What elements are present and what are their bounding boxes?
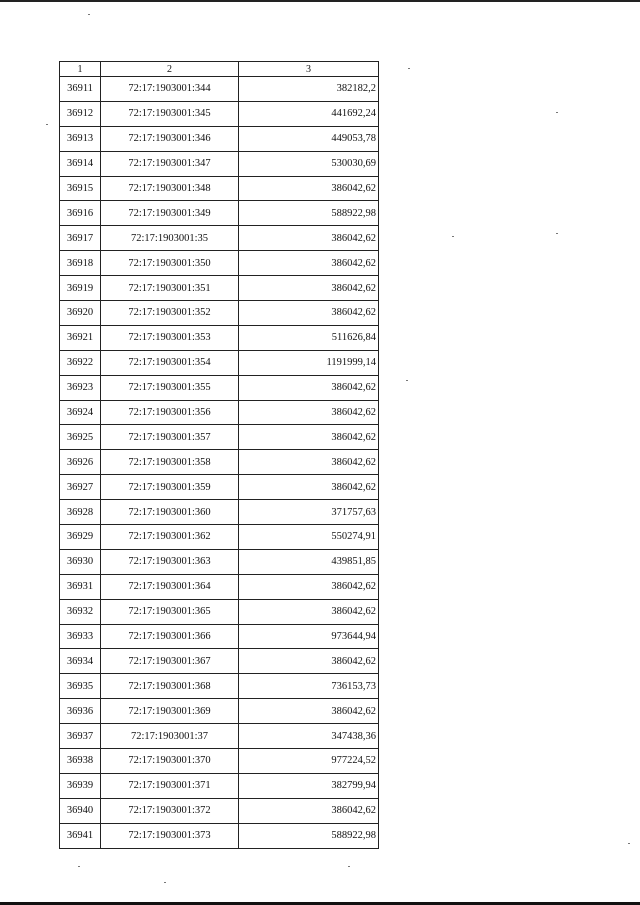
column-header-3: 3 bbox=[239, 62, 379, 77]
cadastral-number-cell: 72:17:1903001:366 bbox=[101, 624, 239, 649]
table-row bbox=[60, 500, 379, 525]
row-number-cell: 36917 bbox=[60, 226, 101, 251]
row-number-cell: 36928 bbox=[60, 500, 101, 525]
cadastral-number-cell: 72:17:1903001:359 bbox=[101, 475, 239, 500]
row-number-cell: 36920 bbox=[60, 301, 101, 326]
table-row bbox=[60, 475, 379, 500]
cadastral-value-cell: 386042,62 bbox=[239, 400, 379, 425]
row-number-cell: 36912 bbox=[60, 101, 101, 126]
scan-speck bbox=[406, 380, 408, 381]
table-row bbox=[60, 301, 379, 326]
column-header-2: 2 bbox=[101, 62, 239, 77]
scan-speck bbox=[348, 866, 350, 867]
cadastral-value-cell: 386042,62 bbox=[239, 649, 379, 674]
cadastral-value-cell: 386042,62 bbox=[239, 475, 379, 500]
scan-speck bbox=[556, 112, 558, 113]
table-row bbox=[60, 126, 379, 151]
cadastral-value-cell: 550274,91 bbox=[239, 525, 379, 550]
cadastral-value-cell: 382799,94 bbox=[239, 773, 379, 798]
row-number-cell: 36913 bbox=[60, 126, 101, 151]
table-row bbox=[60, 425, 379, 450]
scan-speck bbox=[556, 233, 558, 234]
table-header-row bbox=[60, 62, 379, 77]
table-row bbox=[60, 176, 379, 201]
cadastral-number-cell: 72:17:1903001:371 bbox=[101, 773, 239, 798]
top-border-line bbox=[0, 0, 640, 2]
table-row bbox=[60, 773, 379, 798]
scan-speck bbox=[452, 236, 454, 237]
row-number-cell: 36919 bbox=[60, 276, 101, 301]
table-row bbox=[60, 525, 379, 550]
cadastral-number-cell: 72:17:1903001:362 bbox=[101, 525, 239, 550]
column-header-1: 1 bbox=[60, 62, 101, 77]
cadastral-value-cell: 973644,94 bbox=[239, 624, 379, 649]
cadastral-number-cell: 72:17:1903001:357 bbox=[101, 425, 239, 450]
table-row bbox=[60, 325, 379, 350]
cadastral-value-cell: 511626,84 bbox=[239, 325, 379, 350]
cadastral-number-cell: 72:17:1903001:364 bbox=[101, 574, 239, 599]
cadastral-number-cell: 72:17:1903001:358 bbox=[101, 450, 239, 475]
cadastral-number-cell: 72:17:1903001:346 bbox=[101, 126, 239, 151]
scan-speck bbox=[46, 124, 48, 125]
cadastral-number-cell: 72:17:1903001:351 bbox=[101, 276, 239, 301]
row-number-cell: 36938 bbox=[60, 749, 101, 774]
row-number-cell: 36915 bbox=[60, 176, 101, 201]
cadastral-number-cell: 72:17:1903001:353 bbox=[101, 325, 239, 350]
cadastral-number-cell: 72:17:1903001:369 bbox=[101, 699, 239, 724]
table-row bbox=[60, 649, 379, 674]
table-row bbox=[60, 226, 379, 251]
table-row bbox=[60, 699, 379, 724]
row-number-cell: 36939 bbox=[60, 773, 101, 798]
cadastral-value-cell: 386042,62 bbox=[239, 450, 379, 475]
scan-speck bbox=[88, 14, 90, 15]
cadastral-value-cell: 371757,63 bbox=[239, 500, 379, 525]
row-number-cell: 36923 bbox=[60, 375, 101, 400]
table-row bbox=[60, 77, 379, 102]
cadastral-value-cell: 439851,85 bbox=[239, 549, 379, 574]
row-number-cell: 36930 bbox=[60, 549, 101, 574]
table-row bbox=[60, 823, 379, 848]
table-row bbox=[60, 674, 379, 699]
row-number-cell: 36927 bbox=[60, 475, 101, 500]
table-row bbox=[60, 251, 379, 276]
row-number-cell: 36929 bbox=[60, 525, 101, 550]
cadastral-number-cell: 72:17:1903001:347 bbox=[101, 151, 239, 176]
row-number-cell: 36914 bbox=[60, 151, 101, 176]
row-number-cell: 36922 bbox=[60, 350, 101, 375]
cadastral-value-cell: 386042,62 bbox=[239, 574, 379, 599]
table-row bbox=[60, 400, 379, 425]
cadastral-number-cell: 72:17:1903001:372 bbox=[101, 798, 239, 823]
cadastral-number-cell: 72:17:1903001:352 bbox=[101, 301, 239, 326]
row-number-cell: 36925 bbox=[60, 425, 101, 450]
row-number-cell: 36937 bbox=[60, 724, 101, 749]
table-row bbox=[60, 574, 379, 599]
table-row bbox=[60, 798, 379, 823]
row-number-cell: 36934 bbox=[60, 649, 101, 674]
cadastral-number-cell: 72:17:1903001:35 bbox=[101, 226, 239, 251]
cadastral-number-cell: 72:17:1903001:348 bbox=[101, 176, 239, 201]
table-row bbox=[60, 624, 379, 649]
cadastral-value-cell: 441692,24 bbox=[239, 101, 379, 126]
table-row bbox=[60, 151, 379, 176]
table-row bbox=[60, 749, 379, 774]
row-number-cell: 36916 bbox=[60, 201, 101, 226]
table-row bbox=[60, 276, 379, 301]
cadastral-value-cell: 386042,62 bbox=[239, 301, 379, 326]
cadastral-value-cell: 382182,2 bbox=[239, 77, 379, 102]
cadastral-number-cell: 72:17:1903001:355 bbox=[101, 375, 239, 400]
cadastral-value-cell: 386042,62 bbox=[239, 276, 379, 301]
table-row bbox=[60, 724, 379, 749]
cadastral-value-cell: 386042,62 bbox=[239, 425, 379, 450]
scan-speck bbox=[78, 866, 80, 867]
table-row bbox=[60, 201, 379, 226]
cadastral-number-cell: 72:17:1903001:37 bbox=[101, 724, 239, 749]
cadastral-value-cell: 449053,78 bbox=[239, 126, 379, 151]
cadastral-number-cell: 72:17:1903001:365 bbox=[101, 599, 239, 624]
row-number-cell: 36918 bbox=[60, 251, 101, 276]
table-row bbox=[60, 450, 379, 475]
table-row bbox=[60, 599, 379, 624]
row-number-cell: 36933 bbox=[60, 624, 101, 649]
cadastral-number-cell: 72:17:1903001:368 bbox=[101, 674, 239, 699]
cadastral-value-cell: 736153,73 bbox=[239, 674, 379, 699]
cadastral-number-cell: 72:17:1903001:360 bbox=[101, 500, 239, 525]
cadastral-value-cell: 530030,69 bbox=[239, 151, 379, 176]
table-row bbox=[60, 375, 379, 400]
cadastral-number-cell: 72:17:1903001:344 bbox=[101, 77, 239, 102]
row-number-cell: 36921 bbox=[60, 325, 101, 350]
cadastral-number-cell: 72:17:1903001:349 bbox=[101, 201, 239, 226]
cadastral-value-cell: 386042,62 bbox=[239, 798, 379, 823]
table-row bbox=[60, 549, 379, 574]
row-number-cell: 36941 bbox=[60, 823, 101, 848]
row-number-cell: 36931 bbox=[60, 574, 101, 599]
scan-speck bbox=[408, 68, 410, 69]
cadastral-value-cell: 386042,62 bbox=[239, 599, 379, 624]
table-row bbox=[60, 101, 379, 126]
cadastral-value-cell: 386042,62 bbox=[239, 699, 379, 724]
cadastral-number-cell: 72:17:1903001:356 bbox=[101, 400, 239, 425]
cadastral-number-cell: 72:17:1903001:354 bbox=[101, 350, 239, 375]
cadastral-value-cell: 386042,62 bbox=[239, 251, 379, 276]
cadastral-value-cell: 386042,62 bbox=[239, 226, 379, 251]
cadastral-number-cell: 72:17:1903001:373 bbox=[101, 823, 239, 848]
cadastral-number-cell: 72:17:1903001:367 bbox=[101, 649, 239, 674]
cadastral-number-cell: 72:17:1903001:363 bbox=[101, 549, 239, 574]
row-number-cell: 36924 bbox=[60, 400, 101, 425]
cadastral-value-table bbox=[59, 61, 379, 849]
row-number-cell: 36940 bbox=[60, 798, 101, 823]
scan-speck bbox=[164, 882, 166, 883]
cadastral-number-cell: 72:17:1903001:345 bbox=[101, 101, 239, 126]
row-number-cell: 36932 bbox=[60, 599, 101, 624]
cadastral-value-cell: 386042,62 bbox=[239, 176, 379, 201]
row-number-cell: 36926 bbox=[60, 450, 101, 475]
cadastral-number-cell: 72:17:1903001:370 bbox=[101, 749, 239, 774]
scan-speck bbox=[628, 843, 630, 844]
table-row bbox=[60, 350, 379, 375]
row-number-cell: 36935 bbox=[60, 674, 101, 699]
cadastral-value-cell: 588922,98 bbox=[239, 201, 379, 226]
cadastral-value-cell: 386042,62 bbox=[239, 375, 379, 400]
cadastral-value-cell: 347438,36 bbox=[239, 724, 379, 749]
row-number-cell: 36911 bbox=[60, 77, 101, 102]
cadastral-value-cell: 977224,52 bbox=[239, 749, 379, 774]
cadastral-number-cell: 72:17:1903001:350 bbox=[101, 251, 239, 276]
cadastral-value-cell: 1191999,14 bbox=[239, 350, 379, 375]
row-number-cell: 36936 bbox=[60, 699, 101, 724]
cadastral-value-cell: 588922,98 bbox=[239, 823, 379, 848]
